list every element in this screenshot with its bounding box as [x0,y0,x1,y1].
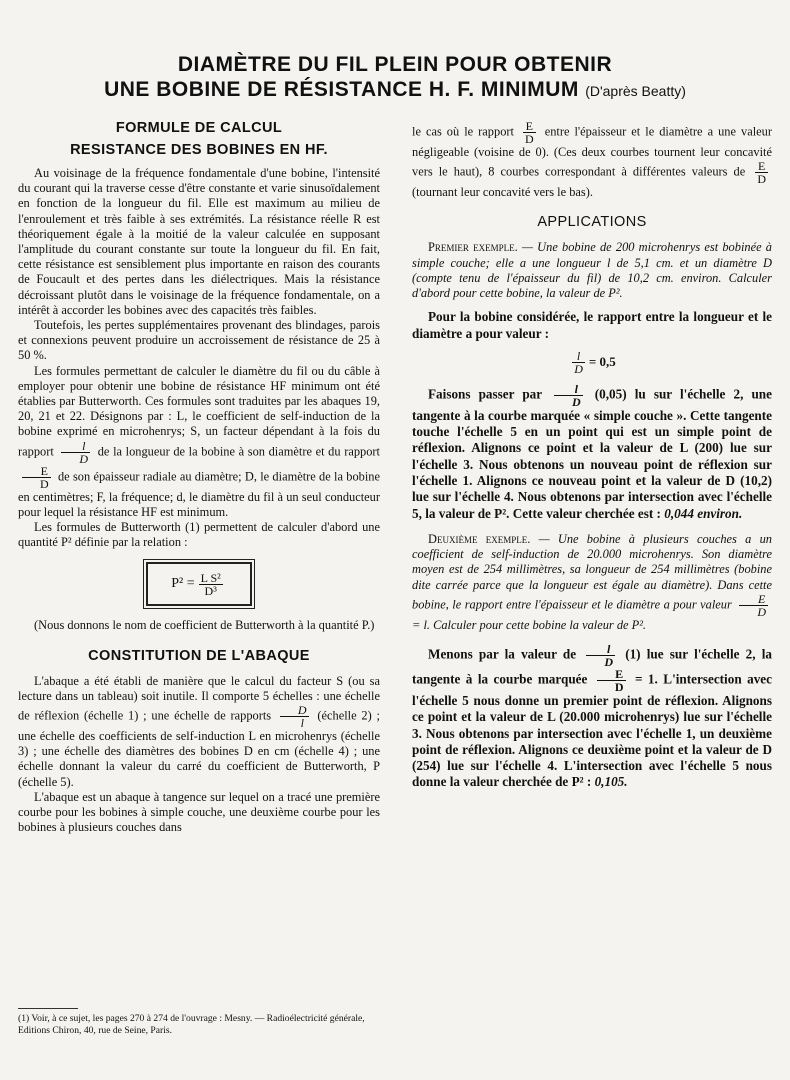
frac-num: E [597,668,626,681]
ratio-l-d [554,383,583,408]
example-1 [412,240,772,301]
ratio-l-d [586,643,615,668]
frac-den: D [79,451,89,466]
b3-part1: Menons par la valeur de [428,646,577,662]
footnote-text: (1) Voir, à ce sujet, les pages 270 à 274 de l'ouvrage : Mesny. — Radioélectricité générale, Editions Chiron, 40, rue de Seine, Paris. [18,1013,365,1036]
p3-part1: Les formules permettant de calculer le diamètre du fil ou du câble à employer pour obtenir une bobine de résistance HF minimum ont été établies par Butterworth. Ces formules sont traduites par les abaques 19, 20, 21 et 22. Désignons par : L, le coefficient de self-induction de la bobine exprimé en microhenrys; S, un facteur dépendant à la fois du rapport [18,363,380,458]
frac-den: D [572,394,581,409]
example-1-label: Premier exemple. [428,240,518,255]
ratio-l-d [61,440,90,465]
example-1-text: — Une bobine de 200 microhenrys est bobinée à simple couche; elle a une longueur l de 5,1 cm. et un diamètre D (compte tenu de l'épaisseur du fil) de 10,2 cm. environ. Calculer d'abord pour cette bobine, la valeur de P². [412,240,772,301]
footnote [18,1008,380,1037]
title-line-2 [0,77,790,104]
paragraph-nous-donnons: (Nous donnons le nom de coefficient de Butterworth à la quantité P.) [34,618,375,633]
p3-part2: de la longueur de la bobine à son diamètre et du rapport [97,444,380,458]
frac-num: l [586,643,615,656]
paragraph-tangence: L'abaque est un abaque à tangence sur lequel on a tracé une première courbe pour les bobines à simple couche, une deuxième courbe pour les bobines à plusieurs couches dans [18,789,380,835]
ratio-e-d [22,465,51,490]
paragraph-butterworth: Les formules de Butterworth (1) permettent de calculer d'abord une quantité P² définie par la relation : [18,520,380,550]
left-column [18,120,380,836]
frac-den: D [757,604,766,619]
frac-den: l [300,716,304,731]
equation-ratio [412,350,772,375]
paragraph-formules [18,364,380,520]
attribution: (D'après Beatty) [585,83,686,99]
r-p1b: entre l'épaisseur et le diamètre a une valeur négligeable (voisine de 0). (Ces deux courbes tournent leur concavité vers le haut), 8 courbes correspondant à différentes valeurs de [412,124,772,179]
frac-den: D [574,361,583,376]
b2-result: 0,044 environ. [664,505,743,521]
ratio-e-d [597,668,626,693]
heading-formule: FORMULE DE CALCUL [115,120,283,136]
frac-den: D [604,654,613,669]
frac-den: D [40,476,49,491]
article-title [0,52,790,104]
frac-num: E [523,120,536,133]
paragraph-voisinage: Au voisinage de la fréquence fondamentale d'une bobine, l'intensité du courant qui la traverse cesse d'être constante et varie sinusoïdalement en fonction de la longueur du fil. Elle est maximum au milieu de l'enroulement et très faible à ses extrémités. La résistance réelle R est théoriquement égale à la moitié de la valeur calculée en supposant l'amplitude du courant constante sur toute la longueur du fil. En fait, cette résistance est sensiblement plus importante en raison des courants de Foucault et des pertes dans les diélectriques. Mais la résistance décroissant plutôt dans le voisinage de la fréquence fondamentale, on a intérêt à accorder les bobines avec des capacités très faibles. [18,166,380,317]
paragraph-menons [412,643,772,791]
example-2 [412,532,772,633]
title-line-1: DIAMÈTRE DU FIL PLEIN POUR OBTENIR [177,53,613,76]
frac-den: D [525,132,534,146]
frac-num: D [280,704,309,717]
frac-num: l [572,350,585,363]
formula-lhs: P² = [171,576,195,592]
ratio-e-d [739,593,768,618]
title-line-2-text: UNE BOBINE DE RÉSISTANCE H. F. MINIMUM [104,78,579,101]
p6-part2: (échelle 2) ; une échelle des coefficients de self-induction L en microhenrys (échelle 3) ; une échelle des diamètres des bobines D en cm (échelle 4) ; une échelle donnant la valeur du carré du coefficient de Butterworth, P (échelle 5). [18,708,380,789]
p3-part3: de son épaisseur radiale au diamètre; D, le diamètre de la bobine en centimètres; F, la fréquence; d, le diamètre du fil à un seul conducteur pour lequel la résistance HF est minimum. [18,469,380,519]
b2-part1: Faisons passer par [428,386,542,402]
ratio-e-d [523,120,536,145]
frac-num: l [554,383,583,396]
heading-constitution: CONSTITUTION DE L'ABAQUE [88,647,310,664]
ratio-d-l [280,704,309,729]
frac-den: D [614,679,624,694]
footnote-rule [18,1008,78,1009]
b2-part2: (0,05) lu sur l'échelle 2, une tangente à la courbe marquée « simple couche ». Cette tangente touche l'échelle 5 en un point qui est un simple point de réflexion. Alignons ce point et la valeur de L (200) lue sur l'échelle 3. Nous obtenons un nouveau point de réflexion sur l'échelle 1. Alignons ce nouveau point et la valeur de D (10,2) lue sur l'échelle 4. Nous obtenons par intersection avec l'échelle 5, la valeur de P². Cette valeur cherchée est : [412,386,772,521]
ratio-e-d [755,160,768,185]
frac-num: E [739,593,768,606]
r-p1c: (tournant leur concavité vers le bas). [412,185,593,200]
formula-num: L S² [200,570,221,585]
frac-num: l [61,440,90,453]
right-column [412,120,772,791]
example-2-end: = l. Calculer pour cette bobine la valeur de P². [412,617,647,632]
frac-num: E [755,160,768,173]
formula-box [146,562,252,606]
formula-den: D³ [204,583,217,598]
p6-part1: L'abaque a été établi de manière que le calcul du facteur S (ou sa lecture dans un tableau) soit inutile. Il comporte 5 échelles : une échelle de réflexion (échelle 1) ; une échelle de rapports [18,673,380,723]
equation-value: = 0,5 [588,353,616,369]
example-2-text: — Une bobine à plusieurs couches a un coefficient de self-induction de 20.000 microhenrys. Son diamètre moyen est de 254 millimètres, sa longueur de 254 millimètres (bobine dite carrée parce que la longueur est égale au diamètre). Dans cette bobine, le rapport entre l'épaisseur et le diamètre a pour valeur [412,531,772,612]
paragraph-abaque [18,674,380,790]
b3-part3: = 1. L'intersection avec l'échelle 5 nous donne un premier point de réflexion. Alignons ce point et la valeur de L (20.000 microhenrys) lue sur l'échelle 3. Nous obtenons par intersection avec l'échelle 1, un deuxième point de réflexion. Alignons ce deuxième point et la valeur de D (254) lue sur l'échelle 4. L'intersection avec l'échelle 5 nous donne la valeur cherchée de P² : [412,671,772,790]
formula-fraction [199,572,223,597]
frac-den: D [757,172,766,187]
heading-applications: APPLICATIONS [537,214,647,231]
paragraph-faisons [412,383,772,522]
frac-num: E [22,465,51,478]
paragraph-rapport: Pour la bobine considérée, le rapport entre la longueur et le diamètre a pour valeur : [412,309,772,341]
b3-part2: (1) lue sur l'échelle 2, la tangente à la courbe marquée [412,646,773,687]
ratio-l-d [572,350,585,375]
paragraph-toutefois: Toutefois, les pertes supplémentaires provenant des blindages, parois et connexions peuvent produire un accroissement de résistance de 25 à 50 %. [18,318,380,363]
heading-resistance: RESISTANCE DES BOBINES EN HF. [70,142,328,158]
r-p1a: le cas où le rapport [412,124,514,139]
example-2-label: Deuxième exemple. [428,531,531,546]
paragraph-cas [412,120,772,200]
b3-result: 0,105. [594,774,628,790]
